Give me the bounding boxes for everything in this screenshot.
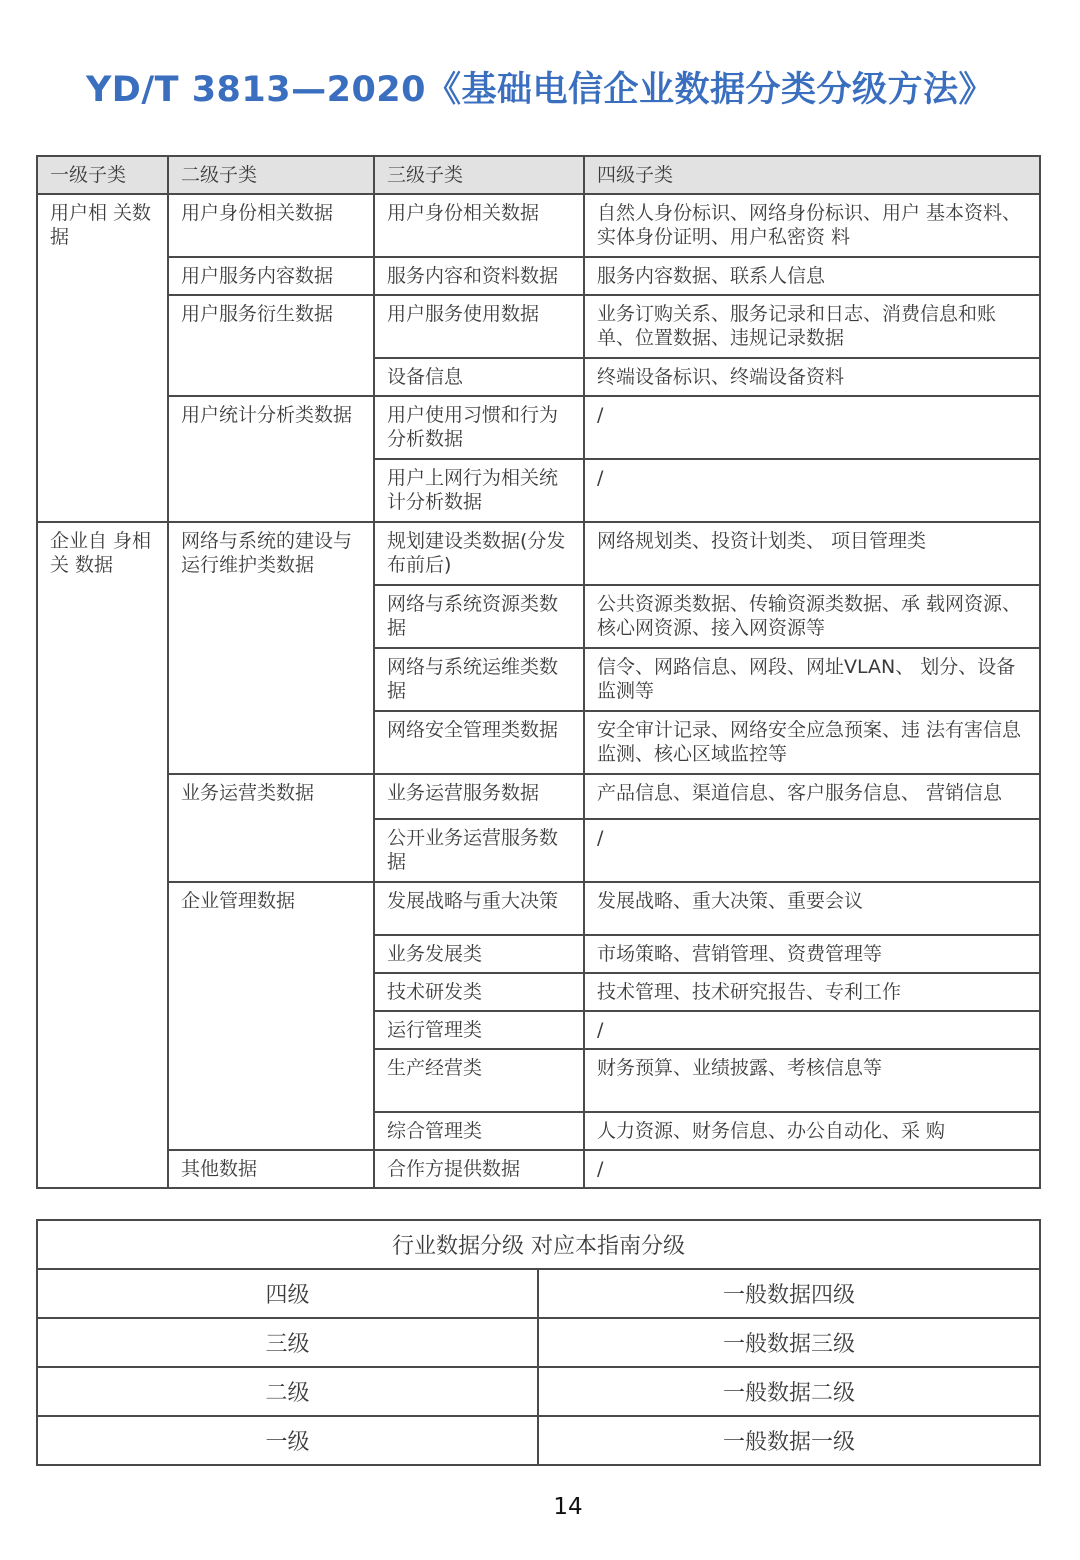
cell-level4: 市场策略、营销管理、资费管理等 bbox=[584, 935, 1040, 973]
cell-level2: 业务运营类数据 bbox=[168, 774, 374, 882]
table-row bbox=[37, 1367, 1040, 1416]
classification-table bbox=[36, 155, 1041, 1189]
cell-level4: 安全审计记录、网络安全应急预案、违 法有害信息监测、核心区域监控等 bbox=[584, 711, 1040, 774]
cell-level4: 人力资源、财务信息、办公自动化、采 购 bbox=[584, 1112, 1040, 1150]
cell-level4: 公共资源类数据、传输资源类数据、承 载网资源、核心网资源、接入网资源等 bbox=[584, 585, 1040, 648]
cell-level3: 网络安全管理类数据 bbox=[374, 711, 584, 774]
cell-level3: 业务发展类 bbox=[374, 935, 584, 973]
cell-level1: 用户相 关数据 bbox=[37, 194, 168, 522]
table-row bbox=[37, 1318, 1040, 1367]
cell-level3: 综合管理类 bbox=[374, 1112, 584, 1150]
table-row bbox=[37, 774, 1040, 819]
table-row bbox=[37, 1416, 1040, 1465]
cell-level4: / bbox=[584, 1011, 1040, 1049]
cell-level3: 用户使用习惯和行为分析数据 bbox=[374, 396, 584, 459]
cell-level3: 生产经营类 bbox=[374, 1049, 584, 1112]
cell-level3: 业务运营服务数据 bbox=[374, 774, 584, 819]
table-row bbox=[37, 396, 1040, 459]
industry-level-cell: 一级 bbox=[37, 1416, 538, 1465]
cell-level3: 发展战略与重大决策 bbox=[374, 882, 584, 935]
cell-level3: 公开业务运营服务数据 bbox=[374, 819, 584, 882]
cell-level2: 网络与系统的建设与运行维护类数据 bbox=[168, 522, 374, 774]
table-row bbox=[37, 194, 1040, 257]
level-table-header: 行业数据分级 对应本指南分级 bbox=[37, 1220, 1040, 1269]
cell-level4: / bbox=[584, 1150, 1040, 1188]
table-row bbox=[37, 522, 1040, 585]
cell-level3: 运行管理类 bbox=[374, 1011, 584, 1049]
cell-level3: 合作方提供数据 bbox=[374, 1150, 584, 1188]
cell-level3: 技术研发类 bbox=[374, 973, 584, 1011]
header-level3: 三级子类 bbox=[374, 156, 584, 194]
cell-level4: 信令、网路信息、网段、网址VLAN、 划分、设备监测等 bbox=[584, 648, 1040, 711]
cell-level3: 设备信息 bbox=[374, 358, 584, 396]
cell-level3: 规划建设类数据(分发 布前后) bbox=[374, 522, 584, 585]
cell-level4: 终端设备标识、终端设备资料 bbox=[584, 358, 1040, 396]
level-mapping-table bbox=[36, 1219, 1041, 1466]
table-row bbox=[37, 295, 1040, 358]
table-header-row bbox=[37, 156, 1040, 194]
document-title: YD/T 3813—2020《基础电信企业数据分类分级方法》 bbox=[85, 70, 995, 110]
level-table-header-row bbox=[37, 1220, 1040, 1269]
cell-level4: / bbox=[584, 396, 1040, 459]
cell-level4: 发展战略、重大决策、重要会议 bbox=[584, 882, 1040, 935]
table-row bbox=[37, 257, 1040, 295]
header-level4: 四级子类 bbox=[584, 156, 1040, 194]
cell-level4: 业务订购关系、服务记录和日志、消费信息和账单、位置数据、违规记录数据 bbox=[584, 295, 1040, 358]
guide-level-cell: 一般数据二级 bbox=[538, 1367, 1040, 1416]
industry-level-cell: 二级 bbox=[37, 1367, 538, 1416]
cell-level4: 技术管理、技术研究报告、专利工作 bbox=[584, 973, 1040, 1011]
table-row bbox=[37, 882, 1040, 935]
guide-level-cell: 一般数据四级 bbox=[538, 1269, 1040, 1318]
cell-level1: 企业自 身相关 数据 bbox=[37, 522, 168, 1188]
cell-level4: 财务预算、业绩披露、考核信息等 bbox=[584, 1049, 1040, 1112]
cell-level2: 用户服务内容数据 bbox=[168, 257, 374, 295]
industry-level-cell: 三级 bbox=[37, 1318, 538, 1367]
cell-level2: 其他数据 bbox=[168, 1150, 374, 1188]
header-level2: 二级子类 bbox=[168, 156, 374, 194]
cell-level2: 用户服务衍生数据 bbox=[168, 295, 374, 396]
cell-level4: / bbox=[584, 459, 1040, 522]
page-number: 14 bbox=[553, 1494, 583, 1520]
cell-level3: 网络与系统运维类数据 bbox=[374, 648, 584, 711]
cell-level3: 用户上网行为相关统计分析数据 bbox=[374, 459, 584, 522]
table-row bbox=[37, 1269, 1040, 1318]
cell-level2: 用户身份相关数据 bbox=[168, 194, 374, 257]
cell-level4: 网络规划类、投资计划类、 项目管理类 bbox=[584, 522, 1040, 585]
cell-level4: 产品信息、渠道信息、客户服务信息、 营销信息 bbox=[584, 774, 1040, 819]
cell-level4: / bbox=[584, 819, 1040, 882]
industry-level-cell: 四级 bbox=[37, 1269, 538, 1318]
cell-level3: 服务内容和资料数据 bbox=[374, 257, 584, 295]
cell-level3: 用户身份相关数据 bbox=[374, 194, 584, 257]
header-level1: 一级子类 bbox=[37, 156, 168, 194]
cell-level2: 企业管理数据 bbox=[168, 882, 374, 1150]
cell-level3: 用户服务使用数据 bbox=[374, 295, 584, 358]
guide-level-cell: 一般数据三级 bbox=[538, 1318, 1040, 1367]
cell-level3: 网络与系统资源类数据 bbox=[374, 585, 584, 648]
cell-level4: 自然人身份标识、网络身份标识、用户 基本资料、实体身份证明、用户私密资 料 bbox=[584, 194, 1040, 257]
table-row bbox=[37, 1150, 1040, 1188]
cell-level2: 用户统计分析类数据 bbox=[168, 396, 374, 522]
guide-level-cell: 一般数据一级 bbox=[538, 1416, 1040, 1465]
cell-level4: 服务内容数据、联系人信息 bbox=[584, 257, 1040, 295]
